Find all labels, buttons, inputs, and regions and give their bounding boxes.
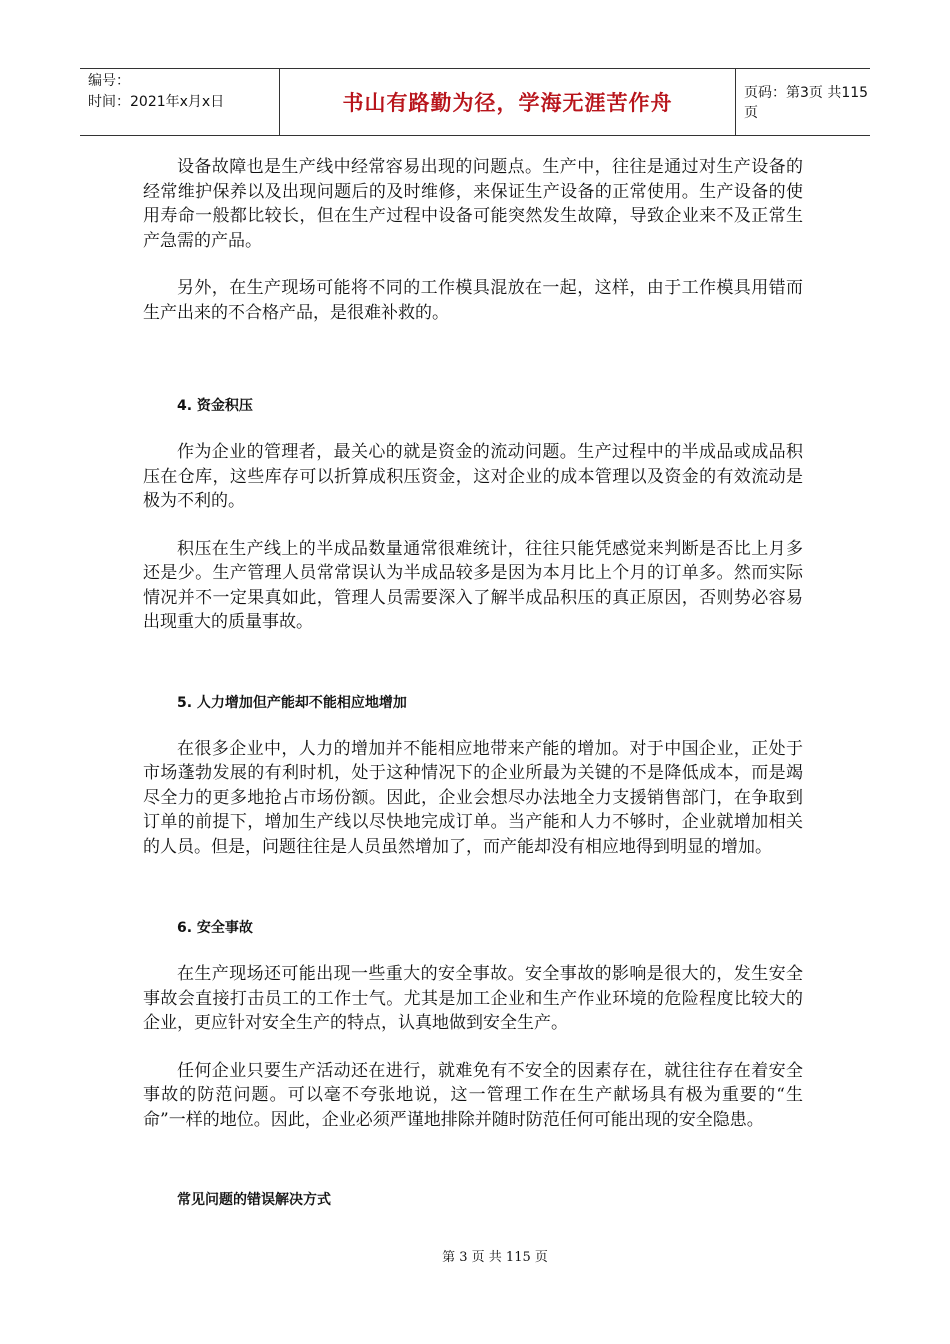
paragraph: 作为企业的管理者，最关心的就是资金的流动问题。生产过程中的半成品或成品积压在仓库，这些库存可以折算成积压资金，这对企业的成本管理以及资金的有效流动是极为不利的。 <box>143 442 803 511</box>
section-heading: 4. 资金积压 <box>177 398 253 414</box>
header-page-info: 页码：第3页 共115页 <box>744 85 869 121</box>
section-heading: 5. 人力增加但产能却不能相应地增加 <box>177 694 407 711</box>
section-heading: 6. 安全事故 <box>177 920 253 936</box>
page-footer: 第 3 页 共 115 页 <box>442 1250 548 1265</box>
document-number-label: 编号： <box>88 73 130 89</box>
paragraph: 设备故障也是生产线中经常容易出现的问题点。生产中，往往是通过对生产设备的经常维护保养以及出现问题后的及时维修，来保证生产设备的正常使用。生产设备的使用寿命一般都比较长，但在生产过程中设备可能突然发生故障，导致企业来不及正常生产急需的产品。 <box>143 157 803 251</box>
page-header <box>80 68 870 136</box>
document-body <box>143 155 803 1209</box>
paragraph: 另外，在生产现场可能将不同的工作模具混放在一起，这样，由于工作模具用错而生产出来的不合格产品，是很难补救的。 <box>143 278 803 323</box>
paragraph: 在很多企业中，人力的增加并不能相应地带来产能的增加。对于中国企业，正处于市场蓬勃发展的有利时机，处于这种情况下的企业所最为关键的不是降低成本，而是竭尽全力的更多地抢占市场份额。因此，企业会想尽办法地全力支援销售部门，在争取到订单的前提下，增加生产线以尽快地完成订单。当产能和人力不够时，企业就增加相关的人员。但是，问题往往是人员虽然增加了，而产能却没有相应地得到明显的增加。 <box>143 738 803 857</box>
paragraph: 在生产现场还可能出现一些重大的安全事故。安全事故的影响是很大的，发生安全事故会直接打击员工的工作士气。尤其是加工企业和生产作业环境的危险程度比较大的企业，更应针对安全生产的特点，认真地做到安全生产。 <box>143 964 803 1033</box>
document-date: 时间：2021年x月x日 <box>88 94 225 110</box>
section-heading: 常见问题的错误解决方式 <box>177 1192 331 1208</box>
header-motto: 书山有路勤为径，学海无涯苦作舟 <box>280 69 736 135</box>
paragraph: 积压在生产线上的半成品数量通常很难统计，往往只能凭感觉来判断是否比上月多还是少。生产管理人员常常误认为半成品较多是因为本月比上个月的订单多。然而实际情况并不一定果真如此，管理人员需要深入了解半成品积压的真正原因，否则势必容易出现重大的质量事故。 <box>143 538 803 632</box>
header-meta <box>80 69 280 135</box>
paragraph: 任何企业只要生产活动还在进行，就难免有不安全的因素存在，就往往存在着安全事故的防范问题。可以毫不夸张地说，这一管理工作在生产献场具有极为重要的“生命”一样的地位。因此，企业必须严谨地排除并随时防范任何可能出现的安全隐患。 <box>143 1060 803 1130</box>
